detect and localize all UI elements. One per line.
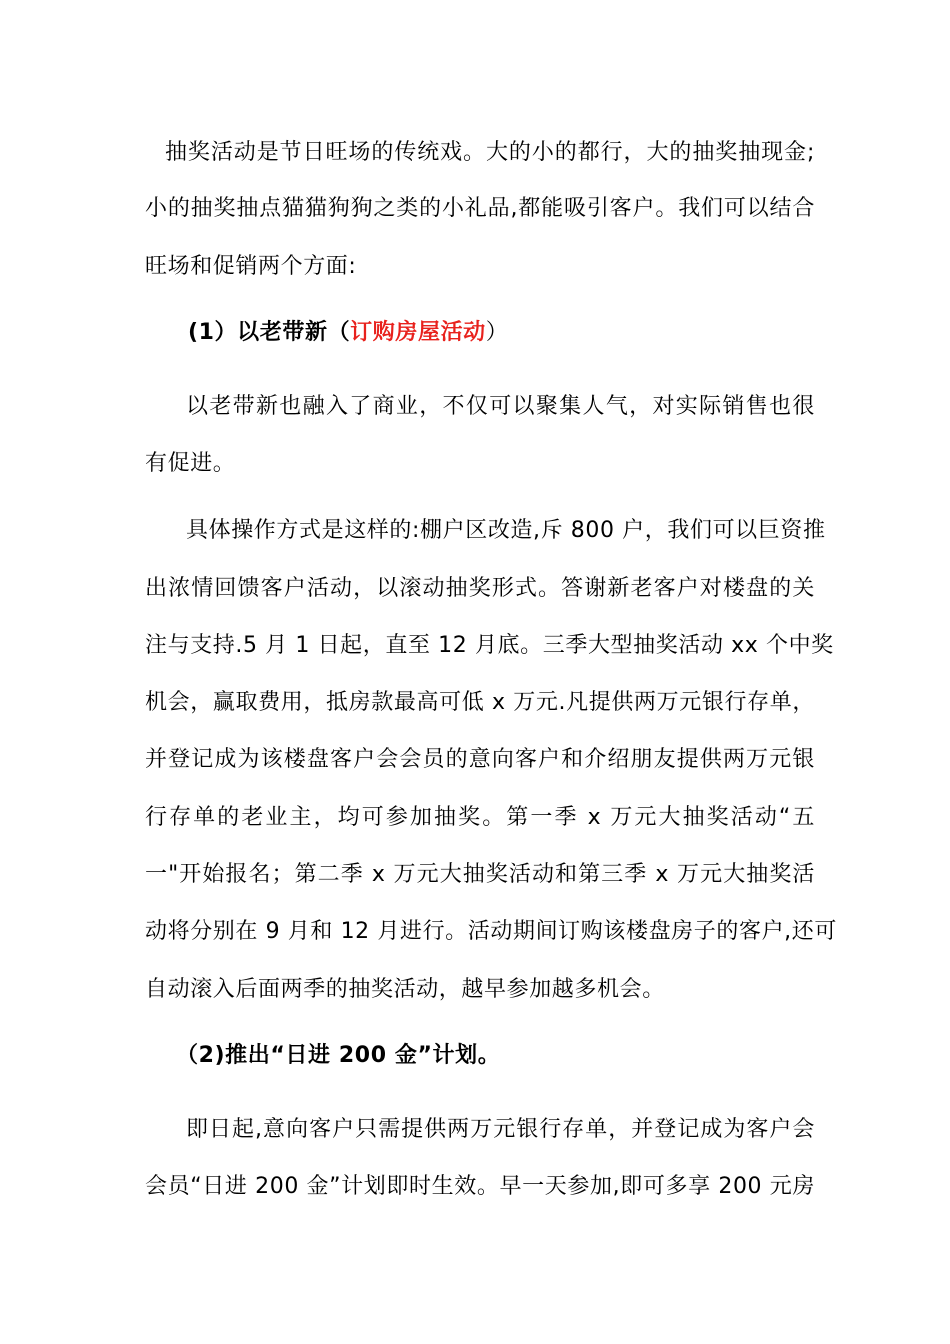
paragraph-1-line-1: 抽奖活动是节日旺场的传统戏。大的小的都行，大的抽奖抽现金; <box>165 140 815 165</box>
heading-1-suffix: ） <box>485 320 509 345</box>
heading-1 <box>188 318 815 348</box>
paragraph-3-line-2: 出浓情回馈客户活动，以滚动抽奖形式。答谢新老客户对楼盘的关 <box>145 576 815 601</box>
heading-2: （2)推出“日进 200 金”计划。 <box>176 1043 501 1068</box>
paragraph-3-line-4: 机会，赢取费用，抵房款最高可低 x 万元.凡提供两万元银行存单， <box>145 690 815 715</box>
paragraph-3-line-3: 注与支持.5 月 1 日起，直至 12 月底。三季大型抽奖活动 xx 个中奖 <box>145 633 834 658</box>
paragraph-1-line-3: 旺场和促销两个方面: <box>145 254 357 279</box>
paragraph-4-line-2: 会员“日进 200 金”计划即时生效。早一天参加,即可多享 200 元房 <box>145 1174 815 1199</box>
heading-1-highlight: 订购房屋活动 <box>350 320 486 345</box>
paragraph-3-line-7: 一"开始报名；第二季 x 万元大抽奖活动和第三季 x 万元大抽奖活 <box>145 862 815 887</box>
paragraph-4-line-1: 即日起,意向客户只需提供两万元银行存单，并登记成为客户会 <box>186 1117 815 1142</box>
paragraph-3-line-6: 行存单的老业主，均可参加抽奖。第一季 x 万元大抽奖活动“五 <box>145 805 815 830</box>
paragraph-3-line-8: 动将分别在 9 月和 12 月进行。活动期间订购该楼盘房子的客户,还可 <box>145 919 837 944</box>
paragraph-3-line-5: 并登记成为该楼盘客户会会员的意向客户和介绍朋友提供两万元银 <box>145 747 815 772</box>
paragraph-3-line-9: 自动滚入后面两季的抽奖活动，越早参加越多机会。 <box>145 977 665 1002</box>
paragraph-2-line-1: 以老带新也融入了商业，不仅可以聚集人气，对实际销售也很 <box>186 394 815 419</box>
heading-1-prefix: (1）以老带新（ <box>188 320 351 345</box>
paragraph-1-line-2: 小的抽奖抽点猫猫狗狗之类的小礼品,都能吸引客户。我们可以结合 <box>145 196 815 221</box>
paragraph-3-line-1: 具体操作方式是这样的:棚户区改造,斥 800 户，我们可以巨资推 <box>186 518 826 543</box>
paragraph-2-line-2: 有促进。 <box>145 451 236 476</box>
